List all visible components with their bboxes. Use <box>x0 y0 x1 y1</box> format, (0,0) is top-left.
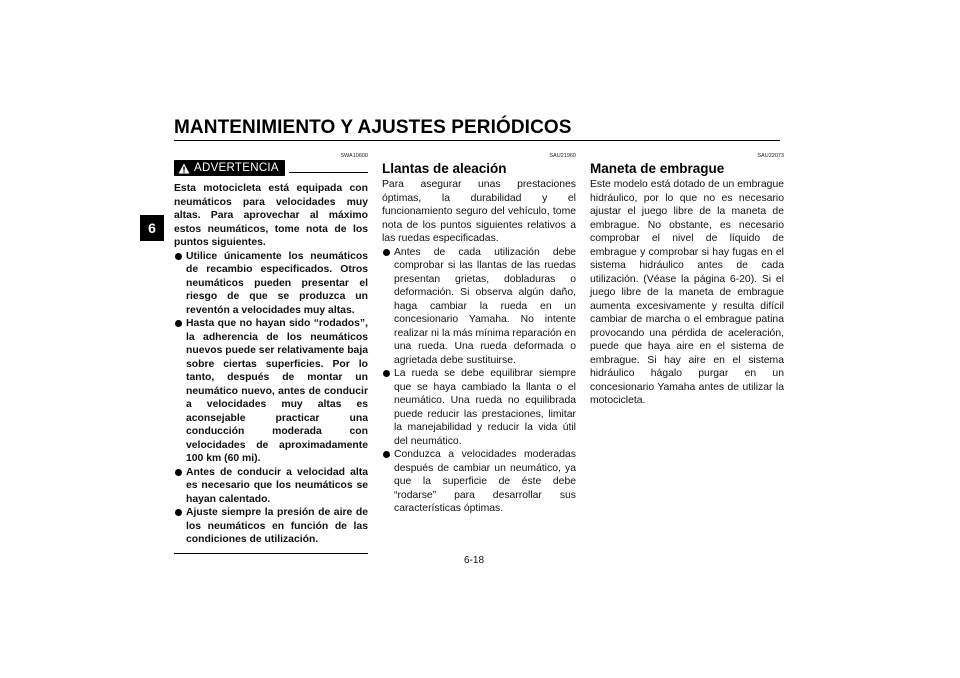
list-item <box>174 317 368 466</box>
warning-body <box>174 182 368 547</box>
section-intro: Para asegurar unas prestaciones óptimas, la durabilidad y el funcionamiento seguro del vehículo, tome nota de los puntos siguientes relativos a las ruedas especificadas. <box>382 179 576 244</box>
list-item-text: Hasta que no hayan sido “rodados”, la adherencia de los neumáticos nuevos puede ser relativamente baja sobre ciertas superficies. Por lo tanto, después de montar un neumático nuevo, antes de conducir a velocidades muy altas es aconsejable practicar una conducción moderada con velocidades de aproximadamente 100 km (60 mi). <box>186 318 368 464</box>
list-item <box>382 246 576 368</box>
warning-bottom-rule <box>174 553 368 554</box>
section-title: Maneta de embrague <box>590 161 725 176</box>
warning-column <box>174 152 368 554</box>
section-body: Este modelo está dotado de un embrague hidráulico, por lo que no es necesario ajustar el juego libre de la maneta de embrague. No obstante, es necesario comprobar el nivel de líquido de embrague y comprobar si hay fugas en el sistema hidráulico antes de cada utilización. (Véase la página 6-20). Si el juego libre de la maneta de embrague aumenta excesivamente y resulta difícil cambiar de marcha o el embrague patina provocando una pérdida de aceleración, puede que haya aire en el sistema de embrague. Si hay aire en el sistema hidráulico hágalo purgar en un concesionario Yamaha antes de utilizar la motocicleta. <box>590 179 784 406</box>
bullet-icon <box>383 451 390 458</box>
list-item <box>382 367 576 448</box>
chapter-tab: 6 <box>140 215 164 241</box>
warning-badge <box>174 160 285 176</box>
warning-bullets <box>174 250 368 547</box>
list-item <box>174 466 368 507</box>
list-item-text: Conduzca a velocidades moderadas después de cambiar un neumático, ya que la superficie de éste debe “rodarse” para desarrollar sus características óptimas. <box>394 449 576 514</box>
list-item-text: Utilice únicamente los neumáticos de recambio especificados. Otros neumáticos pueden presentar el riesgo de que se produzca un reventón a velocidades muy altas. <box>186 250 368 316</box>
warning-intro: Esta motocicleta está equipada con neumáticos para velocidades muy altas. Para aprovechar al máximo estos neumáticos, tome nota de los puntos siguientes. <box>174 183 368 248</box>
warning-header <box>174 160 368 176</box>
list-item-text: Antes de cada utilización debe comprobar si las llantas de las ruedas presentan grietas, dobladuras o deformación. Si observa algún daño, haga cambiar la rueda en un concesionario Yamaha. No intente realizar ni la más mínima reparación en una rueda. Una rueda deformada o agrietada debe sustituirse. <box>394 246 576 366</box>
warning-label: ADVERTENCIA <box>194 162 279 174</box>
bullet-icon <box>383 249 390 256</box>
list-item <box>382 448 576 516</box>
wheels-bullets <box>382 246 576 516</box>
clutch-column <box>590 152 784 408</box>
section-title: Llantas de aleación <box>382 161 507 176</box>
list-item-text: Ajuste siempre la presión de aire de los neumáticos en función de las condiciones de utilización. <box>186 507 368 545</box>
list-item-text: La rueda se debe equilibrar siempre que se haya cambiado la llanta o el neumático. Una rueda no equilibrada puede reducir las prestaciones, limitar la manejabilidad y reducir la vida útil del neumático. <box>394 368 576 447</box>
page-title: MANTENIMIENTO Y AJUSTES PERIÓDICOS <box>174 117 572 138</box>
section-code: SAU21960 <box>549 153 576 159</box>
section-code: SAU22073 <box>757 153 784 159</box>
bullet-icon <box>175 509 182 516</box>
bullet-icon <box>175 253 182 260</box>
bullet-icon <box>175 320 182 327</box>
list-item <box>174 250 368 318</box>
title-rule <box>174 140 780 141</box>
bullet-icon <box>175 469 182 476</box>
wheels-column <box>382 152 576 516</box>
section-code: SWA10600 <box>340 153 368 159</box>
list-item <box>174 506 368 547</box>
warning-triangle-icon <box>178 163 190 174</box>
list-item-text: Antes de conducir a velocidad alta es necesario que los neumáticos se hayan calentado. <box>186 466 368 505</box>
warning-rule <box>289 172 368 173</box>
bullet-icon <box>383 370 390 377</box>
page-number: 6-18 <box>464 555 485 566</box>
